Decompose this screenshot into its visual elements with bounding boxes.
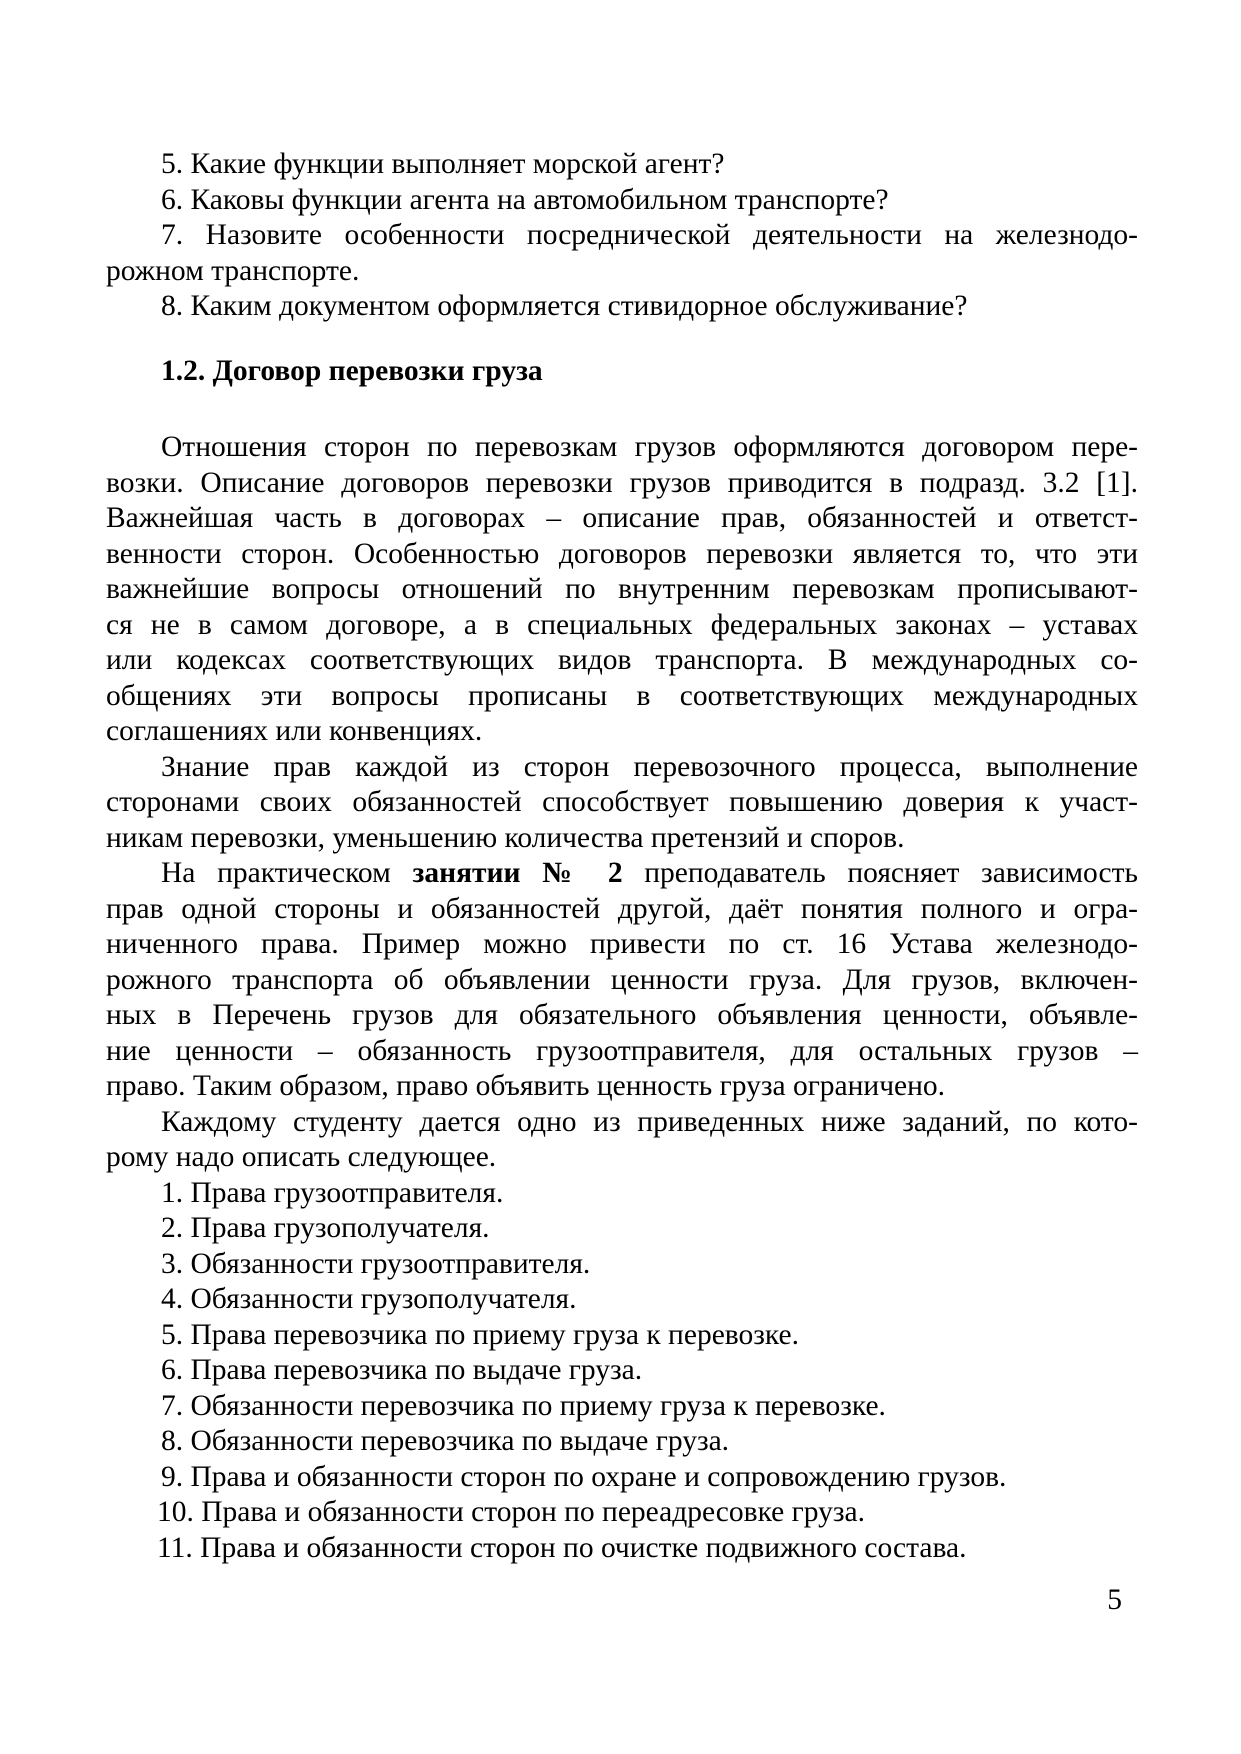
text-line: рому надо описать следующее. (106, 1141, 497, 1173)
questions-list (106, 147, 1138, 325)
text-line: Отношения сторон по перевозкам грузов оформляются договором пере- (161, 431, 1138, 463)
text-line (106, 856, 1138, 892)
text-line: важнейшие вопросы отношений по внутренним перевозкам прописывают- (106, 573, 1138, 605)
text-line: прав одной стороны и обязанностей другой, даёт понятия полного и огра- (106, 892, 1138, 925)
text-line: сторонами своих обязанностей способствует повышению доверия к участ- (106, 786, 1138, 818)
spacer (106, 390, 1138, 431)
assignments-list (106, 1176, 1138, 1567)
spacer (106, 325, 1138, 355)
page-number: 5 (1107, 1584, 1122, 1616)
text-line: рожном транспорте. (106, 254, 360, 287)
text-line: ных в Перечень грузов для обязательного объявления ценности, объявле- (106, 999, 1138, 1031)
bold-text: занятии № 2 (412, 857, 623, 889)
text-span: На практическом (161, 857, 413, 889)
text-line: ся не в самом договоре, а в специальных федеральных законах – уставах (106, 608, 1138, 641)
text-line: или кодексах соответствующих видов транспорта. В международных со- (106, 644, 1138, 676)
list-item: 4. Обязанности грузополучателя. (161, 1283, 577, 1315)
text-line: 7. Назовите особенности посреднической деятельности на железнодо- (161, 219, 1138, 251)
text-line: Каждому студенту дается одно из приведенных ниже заданий, по кото- (161, 1105, 1138, 1138)
list-item: 9. Права и обязанности сторон по охране и сопровождению грузов. (161, 1460, 1007, 1493)
list-item: 3. Обязанности грузоотправителя. (161, 1247, 591, 1280)
paragraph-3 (106, 856, 1138, 1105)
list-item: 2. Права грузополучателя. (161, 1212, 490, 1244)
list-item: 11. Права и обязанности сторон по очистке подвижного состава. (157, 1531, 967, 1564)
text-line: 8. Каким документом оформляется стивидорное обслуживание? (161, 290, 968, 322)
text-line: общениях эти вопросы прописаны в соответствующих международных (106, 679, 1138, 712)
list-item: 8. Обязанности перевозчика по выдаче груза. (161, 1425, 730, 1457)
text-block (106, 147, 1138, 1566)
paragraph-2 (106, 750, 1138, 857)
text-line: ние ценности – обязанность грузоотправителя, для остальных грузов – (106, 1034, 1138, 1067)
list-item: 5. Права перевозчика по приему груза к перевозке. (161, 1318, 799, 1351)
text-span: преподаватель поясняет зависимость (622, 857, 1138, 889)
text-line: соглашениях или конвенциях. (106, 715, 483, 747)
list-item: 1. Права грузоотправителя. (161, 1176, 504, 1209)
text-line: 6. Каковы функции агента на автомобильном транспорте? (161, 183, 889, 216)
text-line: Знание прав каждой из сторон перевозочного процесса, выполнение (161, 750, 1138, 783)
list-item: 10. Права и обязанности сторон по переадресовке груза. (157, 1496, 865, 1528)
list-item: 6. Права перевозчика по выдаче груза. (161, 1354, 643, 1386)
text-line: никам перевозки, уменьшению количества претензий и споров. (106, 821, 905, 854)
text-line: венности сторон. Особенностью договоров перевозки является то, что эти (106, 537, 1138, 570)
paragraph-4 (106, 1105, 1138, 1176)
text-line: рожного транспорта об объявлении ценности груза. Для грузов, включен- (106, 963, 1138, 996)
list-item: 7. Обязанности перевозчика по приему груза к перевозке. (161, 1389, 886, 1422)
text-line: право. Таким образом, право объявить ценность груза ограничено. (106, 1070, 946, 1102)
paragraph-1 (106, 430, 1138, 750)
section-heading: 1.2. Договор перевозки груза (161, 355, 543, 387)
text-line: 5. Какие функции выполняет морской агент? (161, 148, 725, 180)
text-line: ниченного права. Пример можно привести по ст. 16 Устава железнодо- (106, 928, 1138, 960)
text-line: возки. Описание договоров перевозки грузов приводится в подразд. 3.2 [1]. (106, 466, 1138, 499)
text-line: Важнейшая часть в договорах – описание прав, обязанностей и ответст- (106, 502, 1138, 534)
